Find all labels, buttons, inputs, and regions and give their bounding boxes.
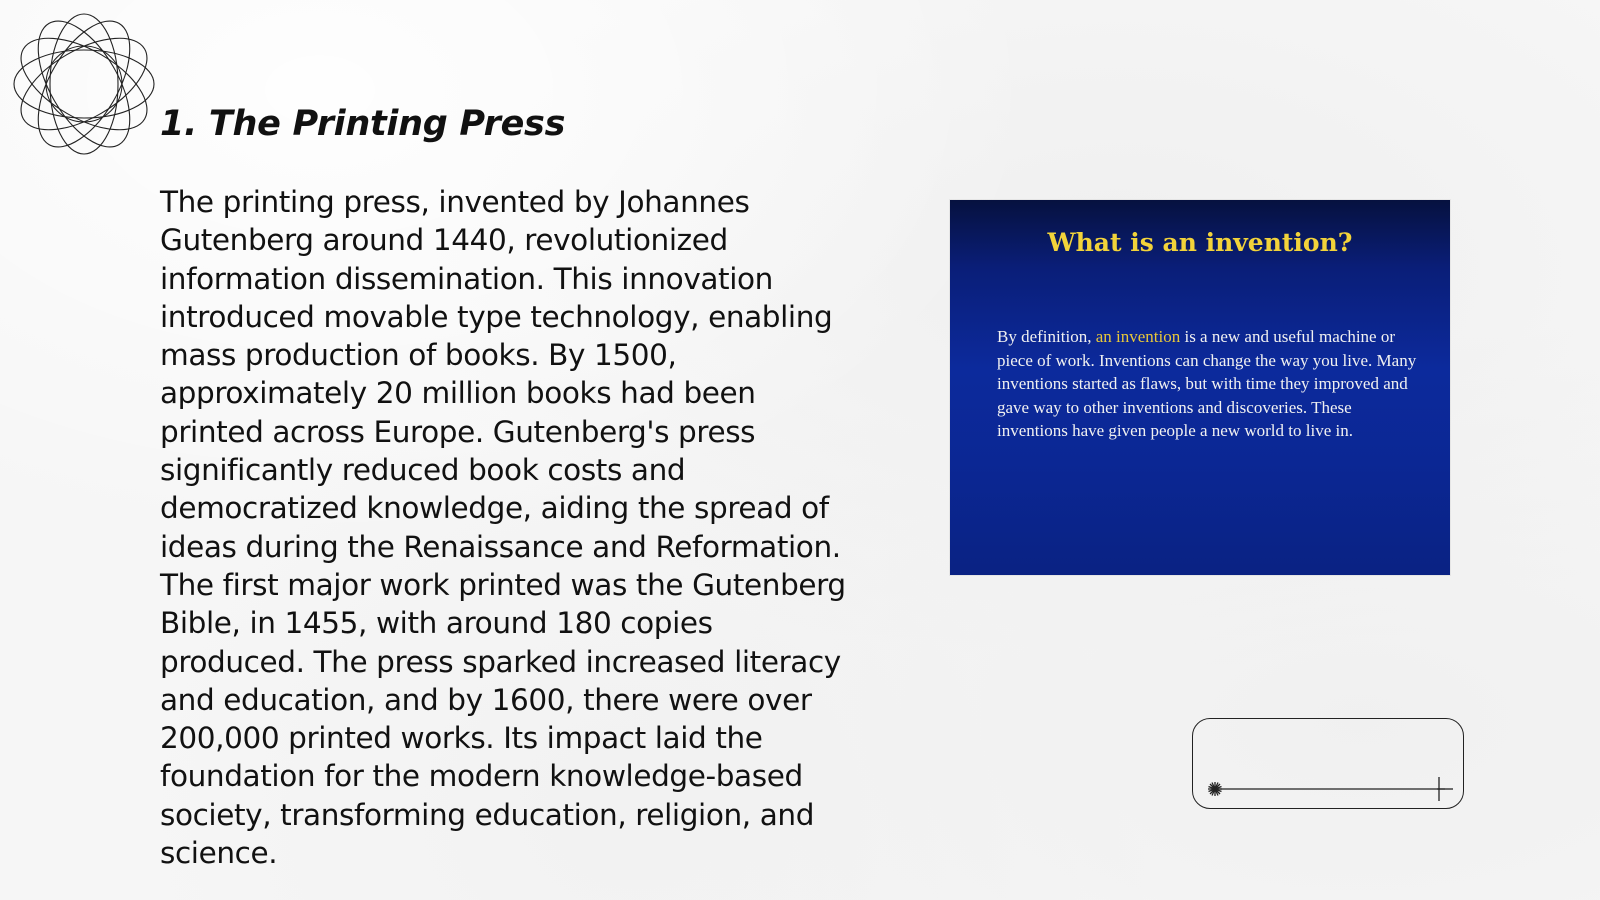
- embedded-body-text-end: is a new and useful machine or piece of work. Inventions can change the way you live. Many inventions started as flaws, but with time they improved and gave way to other inventions and discoveries. These inventions have given people a new world to live in.: [997, 327, 1417, 440]
- timeline-decoration: [1192, 718, 1464, 809]
- sun-burst-icon: [1208, 782, 1222, 796]
- embedded-slide-body: [997, 325, 1417, 443]
- sparkle-cross-icon: [1437, 777, 1453, 801]
- embedded-body-text-start: By definition,: [997, 327, 1096, 346]
- embedded-slide-image: [950, 200, 1450, 575]
- embedded-slide-title: What is an invention?: [1047, 228, 1353, 257]
- slide-body-text: The printing press, invented by Johannes Gutenberg around 1440, revolutionized information dissemination. This innovation introduced movable type technology, enabling mass production of books. By 1500, approximately 20 million books had been printed across Europe. Gutenberg's press significantly reduced book costs and democratized knowledge, aiding the spread of ideas during the Renaissance and Reformation. The first major work printed was the Gutenberg Bible, in 1455, with around 180 copies produced. The press sparked increased literacy and education, and by 1600, there were over 200,000 printed works. Its impact laid the foundation for the modern knowledge-based society, transforming education, religion, and science.: [160, 185, 846, 871]
- embedded-body-highlight: an invention: [1095, 327, 1181, 346]
- slide-title: 1. The Printing Press: [160, 104, 566, 144]
- spirograph-circles-icon: [10, 10, 158, 158]
- timeline-line: [1193, 719, 1465, 810]
